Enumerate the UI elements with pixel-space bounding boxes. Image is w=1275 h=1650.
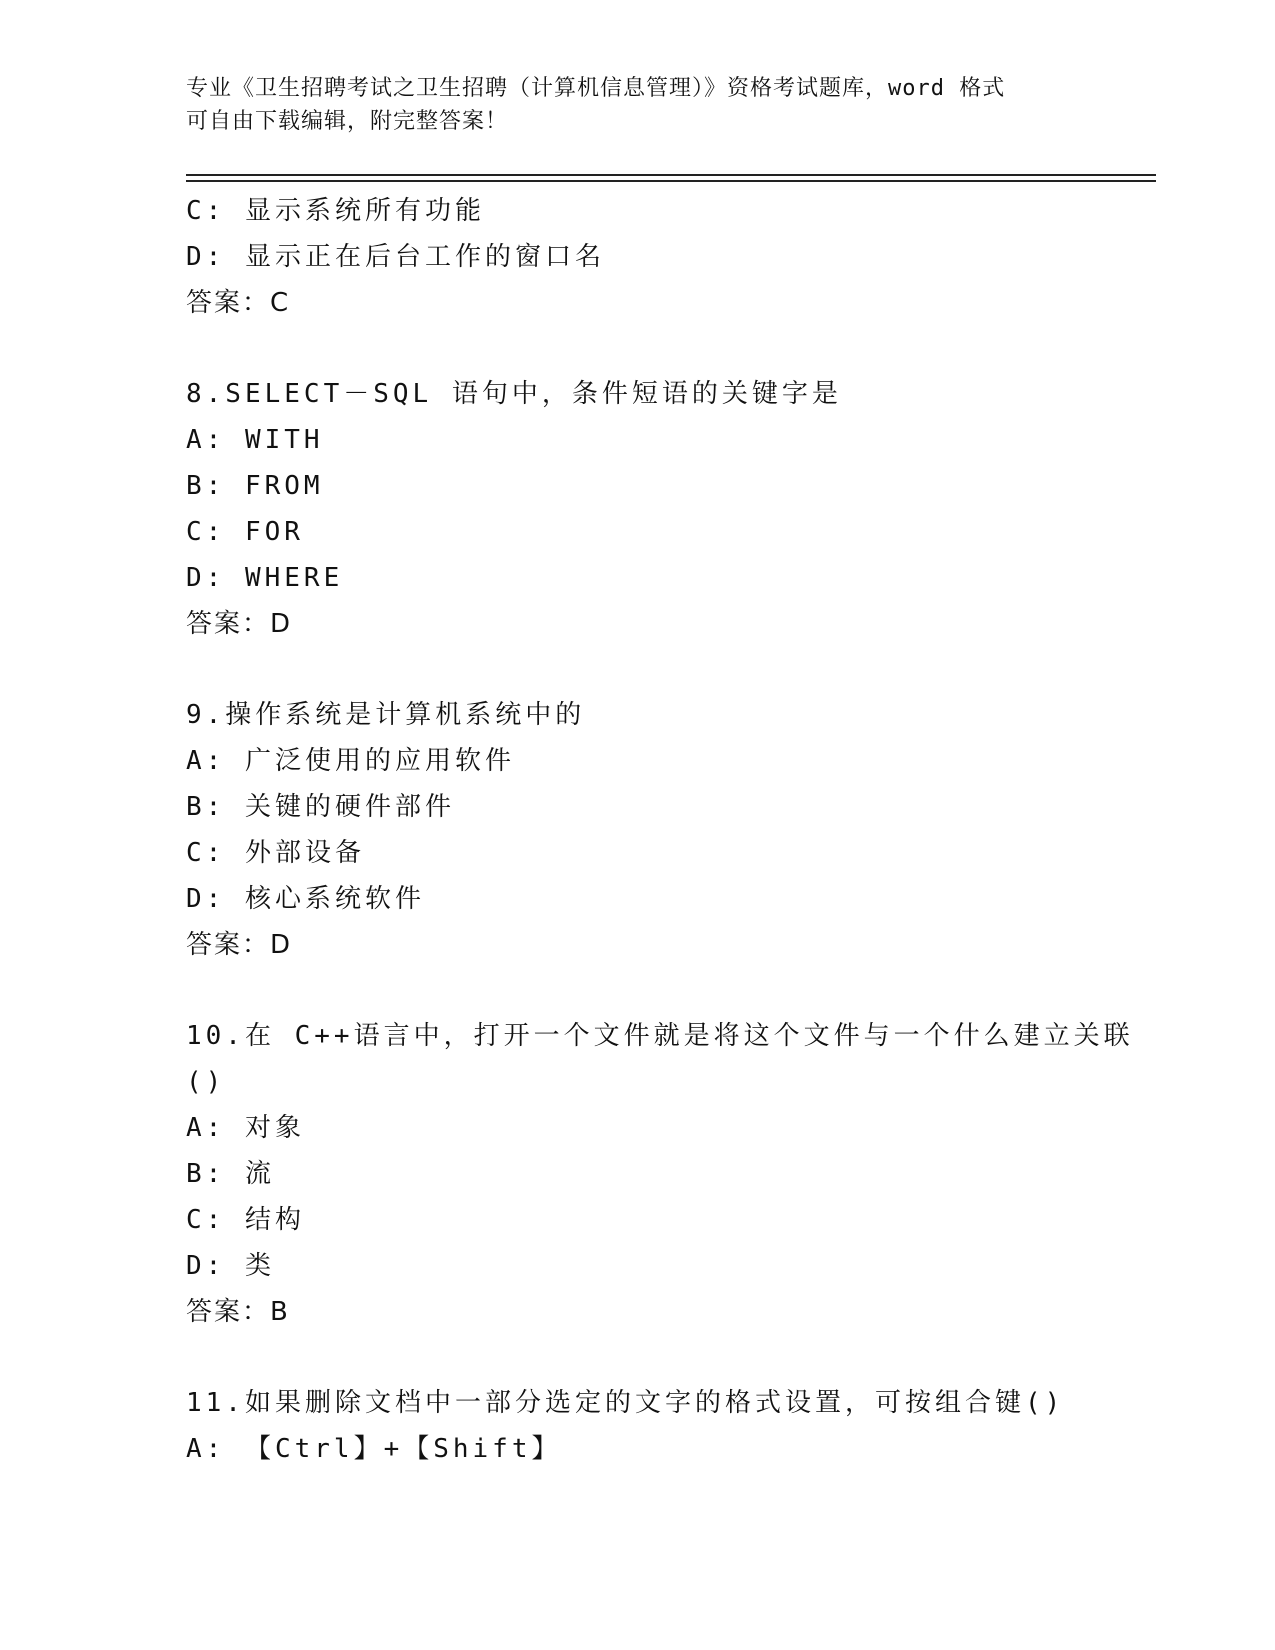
answer: 答案：D: [186, 930, 293, 960]
option-d: D: 显示正在后台工作的窗口名: [186, 242, 605, 272]
question-10: [186, 1013, 1134, 1335]
question-list: [186, 188, 1134, 1472]
answer: 答案：D: [186, 609, 293, 639]
carry-over-question: [186, 188, 1086, 326]
option-a: A: 对象: [186, 1113, 305, 1143]
option-c: C: FOR: [186, 517, 304, 547]
spacer: [186, 1335, 1086, 1380]
option-c: C: 外部设备: [186, 838, 365, 868]
header-line-1: 专业《卫生招聘考试之卫生招聘（计算机信息管理）》资格考试题库，word 格式: [186, 76, 1006, 101]
option-c: C: 显示系统所有功能: [186, 196, 485, 226]
option-a: A: 【Ctrl】+【Shift】: [186, 1434, 562, 1464]
question-8: [186, 371, 1086, 647]
option-a: A: WITH: [186, 425, 324, 455]
option-b: B: 关键的硬件部件: [186, 792, 455, 822]
option-d: D: WHERE: [186, 563, 344, 593]
option-a: A: 广泛使用的应用软件: [186, 746, 515, 776]
header-line-2: 可自由下载编辑，附完整答案！: [186, 109, 509, 134]
option-d: D: 类: [186, 1251, 275, 1281]
option-b: B: 流: [186, 1159, 275, 1189]
question-11: [186, 1380, 1086, 1472]
header-divider-top: [186, 174, 1156, 176]
question-stem: 9.操作系统是计算机系统中的: [186, 700, 586, 730]
answer: 答案：B: [186, 1297, 290, 1327]
option-d: D: 核心系统软件: [186, 884, 425, 914]
spacer: [186, 326, 1086, 371]
spacer: [186, 647, 1086, 692]
answer: 答案：C: [186, 288, 291, 318]
question-stem-continuation: (): [186, 1067, 226, 1097]
spacer: [186, 968, 1086, 1013]
option-c: C: 结构: [186, 1205, 305, 1235]
document-header: [186, 72, 1066, 138]
question-stem: 11.如果删除文档中一部分选定的文字的格式设置，可按组合键(): [186, 1388, 1065, 1418]
question-stem: 8.SELECT－SQL 语句中，条件短语的关键字是: [186, 379, 842, 409]
question-stem: 10.在 C++语言中，打开一个文件就是将这个文件与一个什么建立关联: [186, 1021, 1134, 1051]
question-9: [186, 692, 1086, 968]
header-divider-bottom: [186, 180, 1156, 182]
option-b: B: FROM: [186, 471, 324, 501]
